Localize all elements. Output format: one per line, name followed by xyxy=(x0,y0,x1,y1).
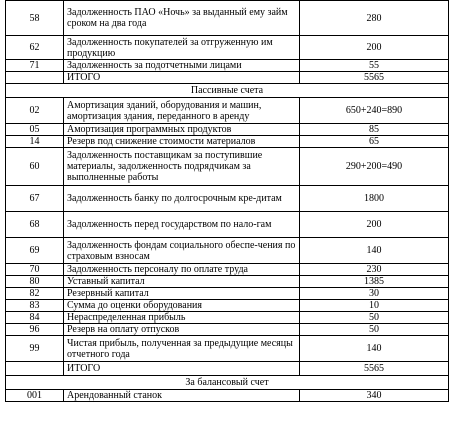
account-amount: 140 xyxy=(300,238,449,264)
account-amount: 280 xyxy=(300,1,449,36)
section-header-row xyxy=(6,84,449,98)
account-code: 60 xyxy=(6,148,64,186)
account-amount: 50 xyxy=(300,312,449,324)
table-row xyxy=(6,288,449,300)
account-amount: 200 xyxy=(300,36,449,60)
account-amount: 30 xyxy=(300,288,449,300)
table-row xyxy=(6,390,449,402)
account-code: 70 xyxy=(6,264,64,276)
table-row xyxy=(6,36,449,60)
accounts-table xyxy=(5,0,449,402)
account-code: 99 xyxy=(6,336,64,362)
account-amount: 10 xyxy=(300,300,449,312)
section-header-row xyxy=(6,376,449,390)
account-name: Задолженность ПАО «Ночь» за выданный ему займ сроком на два года xyxy=(64,1,300,36)
account-amount: 1385 xyxy=(300,276,449,288)
account-name: Уставный капитал xyxy=(64,276,300,288)
table-row xyxy=(6,124,449,136)
account-code: 68 xyxy=(6,212,64,238)
account-name: Арендованный станок xyxy=(64,390,300,402)
account-code: 67 xyxy=(6,186,64,212)
account-name: Резерв на оплату отпусков xyxy=(64,324,300,336)
section-title-offbalance: За балансовый счет xyxy=(6,376,449,390)
account-code: 83 xyxy=(6,300,64,312)
total-label: ИТОГО xyxy=(64,72,300,84)
table-row xyxy=(6,276,449,288)
table-row xyxy=(6,300,449,312)
total-row xyxy=(6,72,449,84)
account-amount: 85 xyxy=(300,124,449,136)
account-amount: 230 xyxy=(300,264,449,276)
account-name: Чистая прибыль, полученная за предыдущие месяцы отчетного года xyxy=(64,336,300,362)
account-amount: 200 xyxy=(300,212,449,238)
account-code: 14 xyxy=(6,136,64,148)
account-code: 58 xyxy=(6,1,64,36)
account-name: Амортизация зданий, оборудования и машин, амортизация здания, переданного в аренду xyxy=(64,98,300,124)
account-name: Сумма до оценки оборудования xyxy=(64,300,300,312)
account-code: 69 xyxy=(6,238,64,264)
table-row xyxy=(6,186,449,212)
account-name: Амортизация программных продуктов xyxy=(64,124,300,136)
account-amount: 340 xyxy=(300,390,449,402)
table-row xyxy=(6,238,449,264)
table-row xyxy=(6,1,449,36)
account-amount: 65 xyxy=(300,136,449,148)
account-name: Задолженность персоналу по оплате труда xyxy=(64,264,300,276)
section-title-passive: Пассивные счета xyxy=(6,84,449,98)
account-name: Резерв под снижение стоимости материалов xyxy=(64,136,300,148)
table-row xyxy=(6,136,449,148)
account-name: Задолженность поставщикам за поступившие материалы, задолженность подрядчикам за выполненные работы xyxy=(64,148,300,186)
account-code: 80 xyxy=(6,276,64,288)
account-name: Задолженность банку по долгосрочным кре-дитам xyxy=(64,186,300,212)
account-name: Задолженность фондам социального обеспе-чения по страховым взносам xyxy=(64,238,300,264)
table-row xyxy=(6,98,449,124)
total-label: ИТОГО xyxy=(64,362,300,376)
table-row xyxy=(6,312,449,324)
account-code: 62 xyxy=(6,36,64,60)
account-name: Резервный капитал xyxy=(64,288,300,300)
account-amount: 290+200=490 xyxy=(300,148,449,186)
total-row xyxy=(6,362,449,376)
account-code: 84 xyxy=(6,312,64,324)
table-row xyxy=(6,148,449,186)
account-amount: 1800 xyxy=(300,186,449,212)
account-name: Нераспределенная прибыль xyxy=(64,312,300,324)
account-amount: 140 xyxy=(300,336,449,362)
account-code: 02 xyxy=(6,98,64,124)
account-amount: 50 xyxy=(300,324,449,336)
account-name: Задолженность покупателей за отгруженную им продукцию xyxy=(64,36,300,60)
account-code: 71 xyxy=(6,60,64,72)
account-code: 05 xyxy=(6,124,64,136)
account-name: Задолженность за подотчетными лицами xyxy=(64,60,300,72)
account-code: 82 xyxy=(6,288,64,300)
table-row xyxy=(6,212,449,238)
account-amount: 55 xyxy=(300,60,449,72)
total-amount: 5565 xyxy=(300,362,449,376)
account-name: Задолженность перед государством по нало-гам xyxy=(64,212,300,238)
total-amount: 5565 xyxy=(300,72,449,84)
account-code: 96 xyxy=(6,324,64,336)
table-row xyxy=(6,324,449,336)
account-code: 001 xyxy=(6,390,64,402)
account-amount: 650+240=890 xyxy=(300,98,449,124)
table-row xyxy=(6,60,449,72)
table-row xyxy=(6,264,449,276)
table-row xyxy=(6,336,449,362)
